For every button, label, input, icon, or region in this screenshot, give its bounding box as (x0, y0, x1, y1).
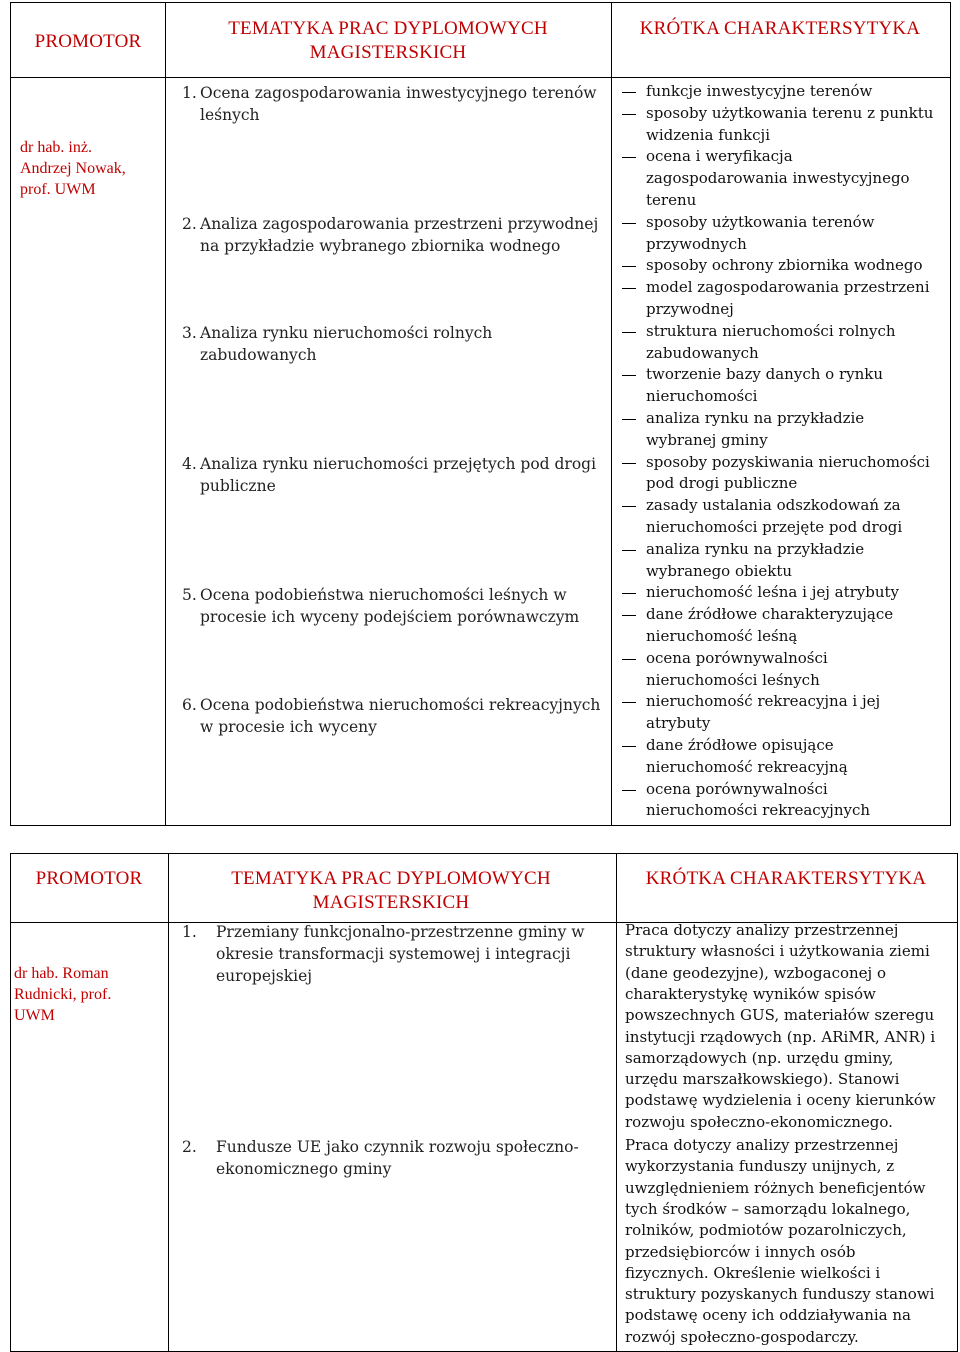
bullet-dash (622, 266, 636, 267)
topic-line: Analiza rynku nieruchomości rolnych (200, 324, 493, 342)
bullet-dash (622, 659, 636, 660)
bullet-dash (622, 419, 636, 420)
bullet-dash (622, 114, 636, 115)
characteristic-line: wybranego obiektu (646, 561, 793, 580)
topic-number: 3. (182, 324, 197, 342)
header-topics: TEMATYKA PRAC DYPLOMOWYCH MAGISTERSKICH (228, 18, 548, 63)
topic-line: na przykładzie wybranego zbiornika wodnego (200, 237, 561, 255)
description-line: fizycznych. Określenie wielkości i (625, 1263, 881, 1282)
topic-line: leśnych (200, 106, 260, 124)
characteristic-line: terenu (646, 191, 697, 209)
characteristic-line: sposoby użytkowania terenów (646, 212, 875, 231)
characteristic-line: zabudowanych (646, 343, 759, 362)
description-line: (dane geodezyjne), wzbogaconej o (625, 963, 886, 982)
topic-line: europejskiej (216, 967, 313, 985)
characteristic-line: sposoby ochrony zbiornika wodnego (646, 256, 923, 275)
characteristic-line: zasady ustalania odszkodowań za (646, 496, 901, 515)
characteristic-line: nieruchomości leśnych (646, 670, 820, 689)
characteristic-line: ocena i weryfikacja (646, 147, 793, 166)
description-line: rolników, podmiotów pozarolniczych, (625, 1221, 907, 1240)
topic-item (182, 921, 602, 991)
topic-line: Analiza rynku nieruchomości przejętych pod drogi (200, 455, 597, 473)
characteristic-line: analiza rynku na przykładzie (646, 539, 865, 558)
bullet-dash (622, 702, 636, 703)
characteristic-line: ocena porównywalności (646, 648, 828, 667)
bullet-dash (622, 506, 636, 507)
bullet-dash (622, 223, 636, 224)
bullet-dash (622, 615, 636, 616)
bullet-dash (622, 593, 636, 594)
description-line: przedsiębiorców i innych osób (625, 1242, 856, 1261)
topic-number: 1. (182, 923, 197, 941)
bullet-dash (622, 790, 636, 791)
topic-item (182, 1136, 602, 1206)
description-line: Praca dotyczy analizy przestrzennej (625, 1136, 899, 1154)
topic-item (182, 453, 602, 503)
bullet-dash (622, 288, 636, 289)
topic-number: 4. (182, 455, 197, 473)
characteristic-line: sposoby użytkowania terenu z punktu (646, 103, 934, 122)
topic-number: 5. (182, 586, 197, 604)
characteristic-line: nieruchomość leśna i jej atrybuty (646, 583, 900, 602)
description-line: Praca dotyczy analizy przestrzennej (625, 921, 899, 939)
characteristic-line: analiza rynku na przykładzie (646, 409, 865, 427)
description-line: podstawę oceny ich oddziaływania na (625, 1306, 911, 1325)
description-line: urzędu marszałkowskiego). Stanowi (625, 1070, 900, 1089)
characteristic-line: atrybuty (646, 714, 711, 733)
characteristic-line: funkcje inwestycyjne terenów (646, 82, 873, 100)
description-line: wykorzystania funduszy unijnych, z (625, 1157, 895, 1176)
characteristic-line: przywodnej (646, 300, 734, 318)
topic-number: 2. (182, 1138, 197, 1156)
characteristic-line: widzenia funkcji (646, 125, 770, 144)
bullet-dash (622, 332, 636, 333)
characteristic-line: ocena porównywalności (646, 779, 828, 798)
bullet-dash (622, 746, 636, 747)
description-line: podstawę wydzielenia i oceny kierunków (625, 1091, 936, 1110)
characteristic-line: nieruchomości rekreacyjnych (646, 801, 871, 820)
topic-line: procesie ich wyceny podejściem porównawczym (200, 608, 580, 626)
description-line: struktury własności i użytkowania ziemi (625, 942, 930, 961)
topic-line: Przemiany funkcjonalno-przestrzenne gminy w (216, 923, 585, 941)
topic-item (182, 213, 602, 263)
characteristic-line: nieruchomość leśną (646, 627, 798, 645)
promoter-name-2: dr hab. Roman Rudnicki, prof. UWM (14, 965, 112, 1024)
characteristic-line: zagospodarowania inwestycyjnego (646, 169, 910, 188)
description-line: samorządowych (np. urzędu gminy, (625, 1048, 894, 1067)
description-line: charakterystykę wyników spisów (625, 984, 876, 1003)
topic-line: w procesie ich wyceny (200, 718, 377, 736)
topic-line: Ocena podobieństwa nieruchomości leśnych w (200, 586, 567, 604)
description-line: powszechnych GUS, materiałów szeregu (625, 1006, 935, 1025)
description-line: tych środków – samorządu lokalnego, (625, 1199, 911, 1218)
characteristic-line: nieruchomość rekreacyjną (646, 757, 848, 776)
header-characteristics-2: KRÓTKA CHARAKTERSYTYKA (645, 868, 927, 889)
topic-number: 1. (182, 84, 197, 102)
characteristic-line: nieruchomości (646, 387, 758, 406)
topic-number: 2. (182, 215, 197, 233)
description-line: struktury pozyskanych funduszy stanowi (625, 1285, 935, 1304)
topic-line: Ocena zagospodarowania inwestycyjnego terenów (200, 84, 597, 102)
topic-number: 6. (182, 696, 197, 714)
header-characteristics: KRÓTKA CHARAKTERSYTYKA (639, 18, 921, 39)
characteristic-line: nieruchomość rekreacyjna i jej (646, 692, 881, 711)
header-promotor-2: PROMOTOR (35, 868, 143, 889)
description-line: uwzględnieniem różnych beneficjentów (625, 1178, 926, 1197)
characteristic-line: pod drogi publiczne (646, 474, 798, 493)
characteristic-line: dane źródłowe charakteryzujące (646, 605, 894, 624)
bullet-dash (622, 463, 636, 464)
bullet-dash (622, 550, 636, 551)
topic-line: Fundusze UE jako czynnik rozwoju społeczno- (216, 1138, 579, 1156)
characteristic-line: tworzenie bazy danych o rynku (646, 365, 884, 384)
characteristic-line: wybranej gminy (646, 430, 768, 449)
topic-line: okresie transformacji systemowej i integracji (216, 945, 571, 963)
topic-line: ekonomicznego gminy (216, 1160, 392, 1178)
characteristic-line: model zagospodarowania przestrzeni (646, 278, 930, 297)
characteristic-line: dane źródłowe opisujące (646, 736, 834, 754)
topic-line: publiczne (200, 477, 276, 495)
characteristic-line: nieruchomości przejęte pod drogi (646, 518, 903, 536)
description-line: rozwoju społeczno-ekonomicznego. (625, 1112, 893, 1131)
bullet-dash (622, 375, 636, 376)
characteristic-line: struktura nieruchomości rolnych (646, 321, 896, 340)
characteristic-line: sposoby pozyskiwania nieruchomości (646, 452, 930, 471)
topic-item (182, 322, 602, 372)
topic-item (182, 584, 602, 634)
topic-line: zabudowanych (200, 346, 317, 364)
description-line: instytucji rządowych (np. ARiMR, ANR) i (625, 1027, 936, 1046)
topic-item (182, 694, 602, 744)
characteristic-line: przywodnych (646, 234, 747, 253)
topic-item (182, 82, 602, 132)
header-topics-2: TEMATYKA PRAC DYPLOMOWYCH MAGISTERSKICH (231, 868, 551, 913)
promoter-name: dr hab. inż. Andrzej Nowak, prof. UWM (20, 139, 126, 198)
topic-line: Analiza zagospodarowania przestrzeni przywodnej (200, 215, 599, 233)
bullet-dash (622, 157, 636, 158)
topic-line: Ocena podobieństwa nieruchomości rekreacyjnych (200, 696, 601, 714)
header-promotor: PROMOTOR (34, 31, 142, 52)
bullet-dash (622, 92, 636, 93)
description-line: rozwój społeczno-gospodarczy. (625, 1327, 859, 1346)
